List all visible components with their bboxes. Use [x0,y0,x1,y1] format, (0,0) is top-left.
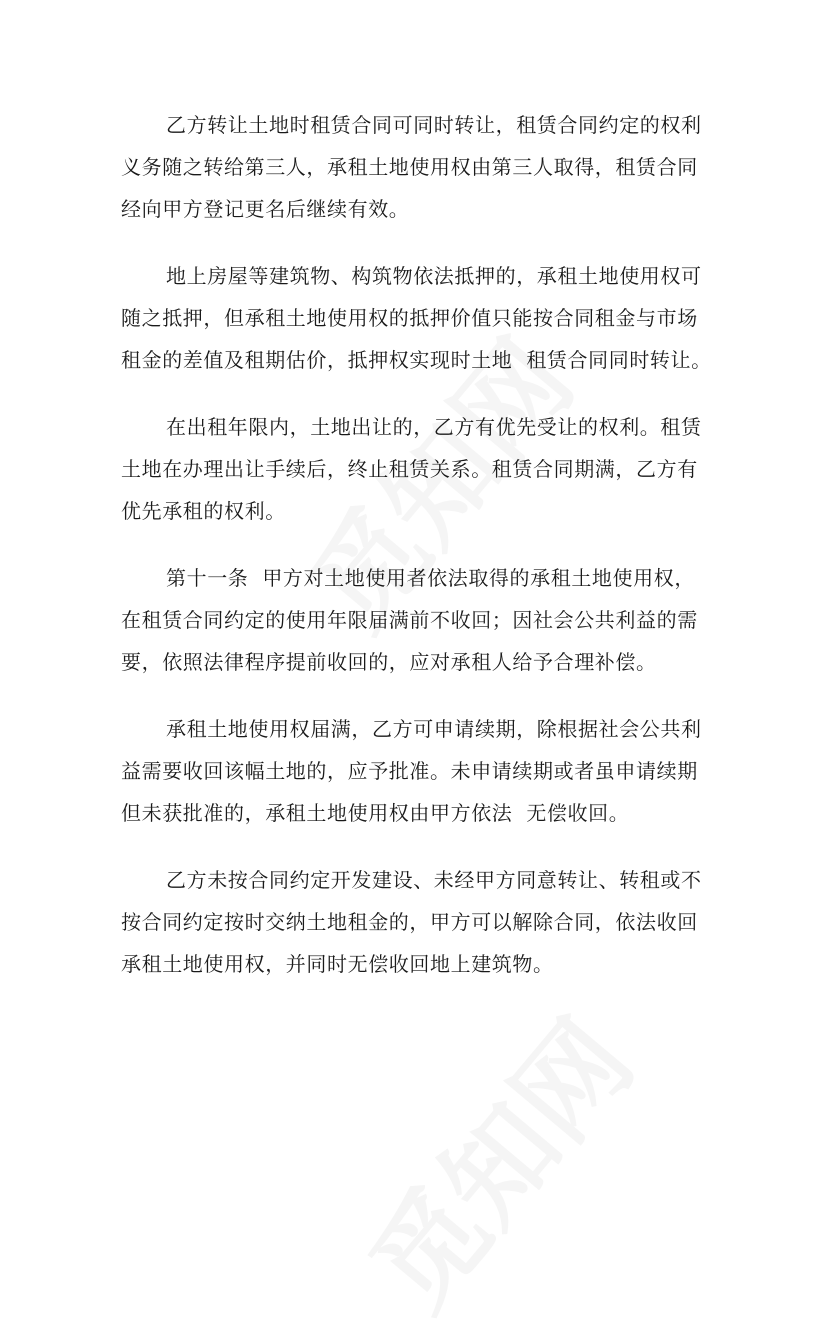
paragraph-line: 乙方未按合同约定开发建设、未经甲方同意转让、转租或不 [166,868,702,892]
watermark-bottom [328,982,661,1336]
paragraph-line: 乙方转让土地时租赁合同可同时转让，租赁合同约定的权利 [166,113,702,137]
paragraph-transfer [121,104,711,230]
paragraph-line: 承租土地使用权，并同时无偿收回地上建筑物。 [121,952,554,976]
document-body [121,104,711,1010]
paragraph-article-11 [121,557,711,683]
paragraph-line: 优先承租的权利。 [121,499,286,523]
paragraph-line: 要，依照法律程序提前收回的，应对承租人给予合理补偿。 [121,650,657,674]
paragraph-line: 按合同约定按时交纳土地租金的，甲方可以解除合同，依法收回 [121,910,698,934]
paragraph-line: 随之抵押，但承租土地使用权的抵押价值只能按合同租金与市场 [121,306,698,330]
paragraph-line: 租金的差值及租期估价，抵押权实现时土地 租赁合同同时转让。 [121,348,712,372]
paragraph-termination [121,859,711,985]
paragraph-line: 地上房屋等建筑物、构筑物依法抵押的，承租土地使用权可 [166,264,702,288]
paragraph-line: 承租土地使用权届满，乙方可申请续期，除根据社会公共利 [166,717,702,741]
paragraph-line: 土地在办理出让手续后，终止租赁关系。租赁合同期满，乙方有 [121,457,698,481]
paragraph-line: 益需要收回该幅土地的，应予批准。未申请续期或者虽申请续期 [121,759,698,783]
paragraph-line: 在租赁合同约定的使用年限届满前不收回；因社会公共利益的需 [121,608,698,632]
paragraph-line: 在出租年限内，土地出让的，乙方有优先受让的权利。租赁 [166,415,702,439]
paragraph-priority-right [121,406,711,532]
paragraph-line: 第十一条 甲方对土地使用者依法取得的承租土地使用权， [166,566,695,590]
paragraph-line: 但未获批准的，承租土地使用权由甲方依法 无偿收回。 [121,801,630,825]
paragraph-mortgage [121,255,711,381]
paragraph-line: 义务随之转给第三人，承租土地使用权由第三人取得，租赁合同 [121,155,698,179]
paragraph-renewal [121,708,711,834]
paragraph-line: 经向甲方登记更名后继续有效。 [121,197,410,221]
